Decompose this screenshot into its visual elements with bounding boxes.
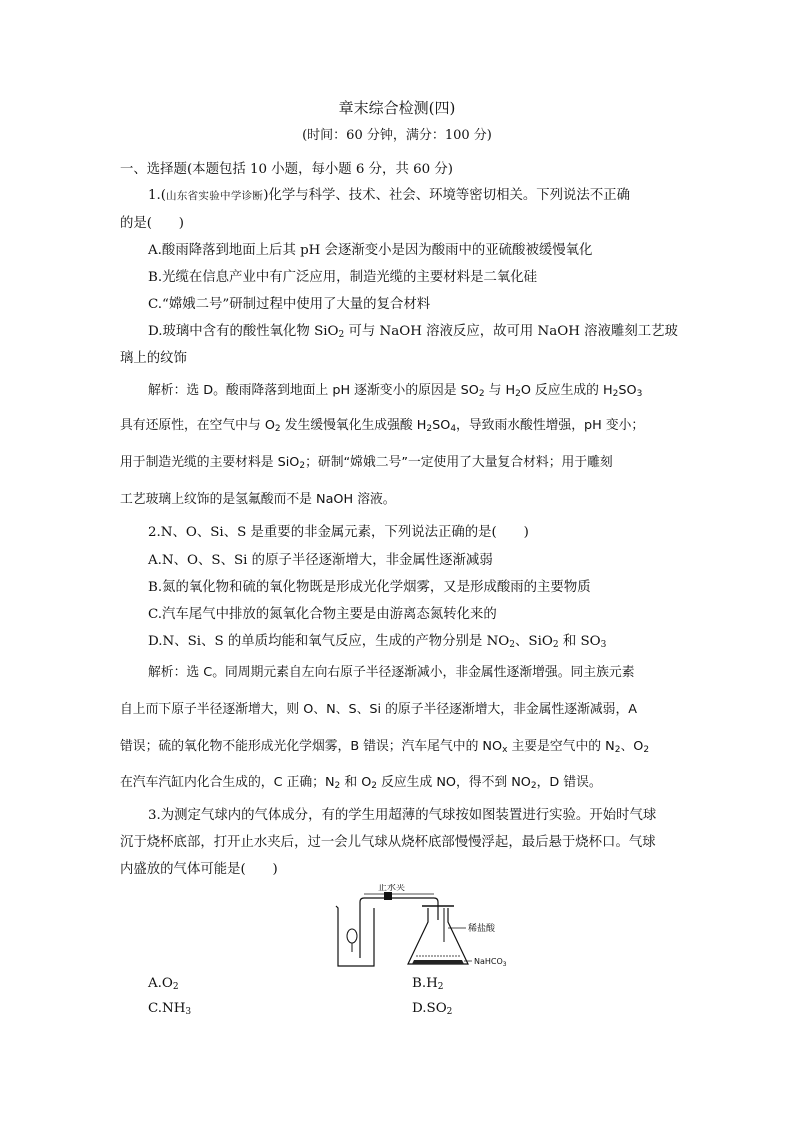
stop-clamp <box>384 892 392 900</box>
acid-label: 稀盐酸 <box>468 924 496 934</box>
clamp-label: 止水夹 <box>378 884 406 893</box>
apparatus-diagram <box>330 884 510 972</box>
q2-explanation-line3: 错误；硫的氧化物不能形成光化学烟雾，B 错误；汽车尾气中的 $NO_x$ 主要是空气中的 $N_2$、$O_2$ <box>120 739 650 755</box>
q1-stem-line2: 的是( ) <box>120 216 185 231</box>
solid-layer <box>412 960 464 964</box>
q3-stem-line2: 沉于烧杯底部，打开止水夹后，过一会儿气球从烧杯底部慢慢浮起，最后悬于烧杯口。气球 <box>120 835 656 850</box>
q2-option-b: B.氮的氧化物和硫的氧化物既是形成光化学烟雾，又是形成酸雨的主要物质 <box>148 580 591 595</box>
q2-option-c: C.汽车尾气中排放的氮氧化合物主要是由游离态氮转化来的 <box>148 607 497 622</box>
beaker-outline <box>336 906 374 966</box>
q1-option-d: D.玻璃中含有的酸性氧化物 SiO$_2$ 可与 NaOH 溶液反应，故可用 NaOH 溶液雕刻工艺玻 <box>148 324 678 340</box>
q2-explanation-line2: 自上而下原子半径逐渐增大，则 O、N、S、Si 的原子半径逐渐增大，非金属性逐渐减弱，A <box>120 702 638 717</box>
q3-option-a: $A.O_2$ <box>148 976 179 992</box>
q2-explanation-line4: 在汽车汽缸内化合生成的，C 正确；$N_2$ 和 $O_2$ 反应生成 NO，得不到 $NO_2$，D 错误。 <box>120 775 602 791</box>
q2-explanation-line1: 解析：选 C。同周期元素自左向右原子半径逐渐减小，非金属性逐渐增强。同主族元素 <box>148 665 635 680</box>
salt-label: NaHCO$_3$ <box>474 957 507 968</box>
delivery-tube <box>360 898 438 958</box>
q1-source: 山东省实验中学诊断 <box>166 190 264 202</box>
q1-stem-line1: 1.(山东省实验中学诊断)化学与科学、技术、社会、环境等密切相关。下列说法不正确 <box>148 188 630 203</box>
q3-option-c: $C.NH_3$ <box>148 1001 192 1017</box>
q1-explanation-line2: 具有还原性，在空气中与 $O_2$ 发生缓慢氧化生成强酸 $H_2SO_4$，导致雨水酸性增强，pH 变小； <box>120 418 645 434</box>
q2-stem: 2.N、O、Si、S 是重要的非金属元素，下列说法正确的是( ) <box>148 525 529 540</box>
q1-explanation-line3: 用于制造光缆的主要材料是 SiO$_2$；研制“嫦娥二号”一定使用了大量复合材料；用于雕刻 <box>120 455 613 471</box>
q3-stem-line3: 内盛放的气体可能是( ) <box>120 862 278 877</box>
q2-option-d: D.N、Si、S 的单质均能和氧气反应，生成的产物分别是 $NO_2$、SiO$_2$ 和 $SO_3$ <box>148 634 607 650</box>
q1-option-b: B.光缆在信息产业中有广泛应用，制造光缆的主要材料是二氧化硅 <box>148 270 538 285</box>
q1-explanation-line1: 解析：选 D。酸雨降落到地面上 pH 逐渐变小的原因是 $SO_2$ 与 $H_2O$ 反应生成的 $H_2SO_3$ <box>148 383 643 399</box>
q3-option-d: $D.SO_2$ <box>412 1001 453 1017</box>
balloon <box>347 929 357 943</box>
page-title: 章末综合检测(四) <box>338 99 456 117</box>
time-score-note: (时间：60 分钟，满分：100 分) <box>302 128 492 143</box>
section-heading: 一、选择题(本题包括 10 小题，每小题 6 分，共 60 分) <box>120 162 454 177</box>
q3-stem-line1: 3.为测定气球内的气体成分，有的学生用超薄的气球按如图装置进行实验。开始时气球 <box>148 808 657 823</box>
q1-option-c: C.“嫦娥二号”研制过程中使用了大量的复合材料 <box>148 297 431 312</box>
q2-option-a: A.N、O、S、Si 的原子半径逐渐增大，非金属性逐渐减弱 <box>148 553 493 568</box>
q1-option-a: A.酸雨降落到地面上后其 pH 会逐渐变小是因为酸雨中的亚硫酸被缓慢氧化 <box>148 243 593 258</box>
q3-option-b: $B.H_2$ <box>412 976 444 992</box>
q1-option-d-cont: 璃上的纹饰 <box>120 351 187 366</box>
q1-explanation-line4: 工艺玻璃上纹饰的是氢氟酸而不是 NaOH 溶液。 <box>120 492 396 507</box>
